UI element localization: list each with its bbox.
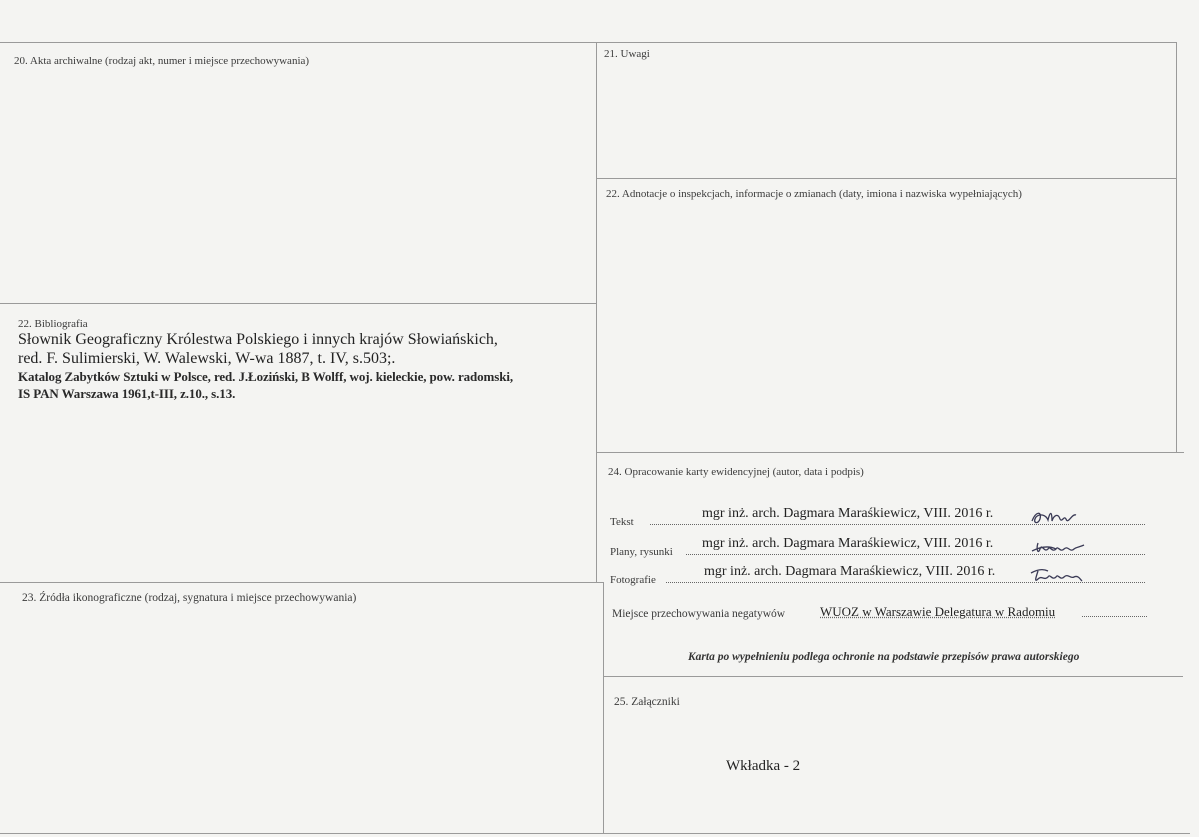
section-23-label: 23. Źródła ikonograficzne (rodzaj, sygnatura i miejsce przechowywania) <box>22 592 357 604</box>
negatives-storage-label: Miejsce przechowywania negatywów <box>612 608 786 620</box>
rule-right-lower <box>603 676 1183 677</box>
dotted-line <box>1082 616 1147 617</box>
section-20-label: 20. Akta archiwalne (rodzaj akt, numer i miejsce przechowywania) <box>14 55 310 67</box>
negatives-storage-row <box>612 600 1147 620</box>
rule-left-lower <box>0 582 603 583</box>
author-row-label: Tekst <box>610 516 634 528</box>
bibliography-line-1: Słownik Geograficzny Królestwa Polskiego i innych krajów Słowiańskich, <box>18 331 498 348</box>
author-row-value: mgr inż. arch. Dagmara Maraśkiewicz, VIII. 2016 r. <box>702 536 994 551</box>
bibliography-line-2: red. F. Sulimierski, W. Walewski, W-wa 1887, t. IV, s.503;. <box>18 350 396 367</box>
author-row-value: mgr inż. arch. Dagmara Maraśkiewicz, VIII. 2016 r. <box>702 506 994 521</box>
right-edge-rule <box>1176 42 1177 452</box>
negatives-storage-value: WUOZ w Warszawie Delegatura w Radomiu <box>820 604 1056 619</box>
author-row-label: Fotografie <box>610 574 656 586</box>
bottom-rule <box>0 833 1190 834</box>
bibliography-bold-line-1: Katalog Zabytków Sztuki w Polsce, red. J.Łoziński, B Wolff, woj. kieleckie, pow. radomski, <box>18 369 514 384</box>
handwritten-signature-icon <box>1028 565 1084 585</box>
author-row-plans <box>610 536 1145 558</box>
handwritten-signature-icon <box>1028 507 1084 527</box>
center-divider <box>596 42 597 582</box>
handwritten-signature-icon <box>1030 537 1086 557</box>
section-22-annotations-label: 22. Adnotacje o inspekcjach, informacje o zmianach (daty, imiona i nazwiska wypełniających) <box>606 188 1022 200</box>
section-22-bibliography-label: 22. Bibliografia <box>18 318 88 330</box>
author-row-value: mgr inż. arch. Dagmara Maraśkiewicz, VIII. 2016 r. <box>704 564 996 579</box>
bibliography-bold-line-2: IS PAN Warszawa 1961,t-III, z.10., s.13. <box>18 386 236 401</box>
section-21-label: 21. Uwagi <box>604 48 650 60</box>
author-row-photos <box>610 564 1145 586</box>
top-rule <box>0 42 1176 43</box>
center-divider-lower <box>603 582 604 834</box>
section-24-label: 24. Opracowanie karty ewidencyjnej (autor, data i podpis) <box>608 466 864 478</box>
rule-left-mid <box>0 303 596 304</box>
rule-right-mid <box>596 452 1184 453</box>
author-row-label: Plany, rysunki <box>610 546 673 558</box>
rule-right-top <box>596 178 1176 179</box>
section-25-label: 25. Załączniki <box>614 696 680 708</box>
attachment-insert: Wkładka - 2 <box>726 758 801 774</box>
author-row-text <box>610 506 1145 528</box>
copyright-note: Karta po wypełnieniu podlega ochronie na podstawie przepisów prawa autorskiego <box>688 651 1080 663</box>
